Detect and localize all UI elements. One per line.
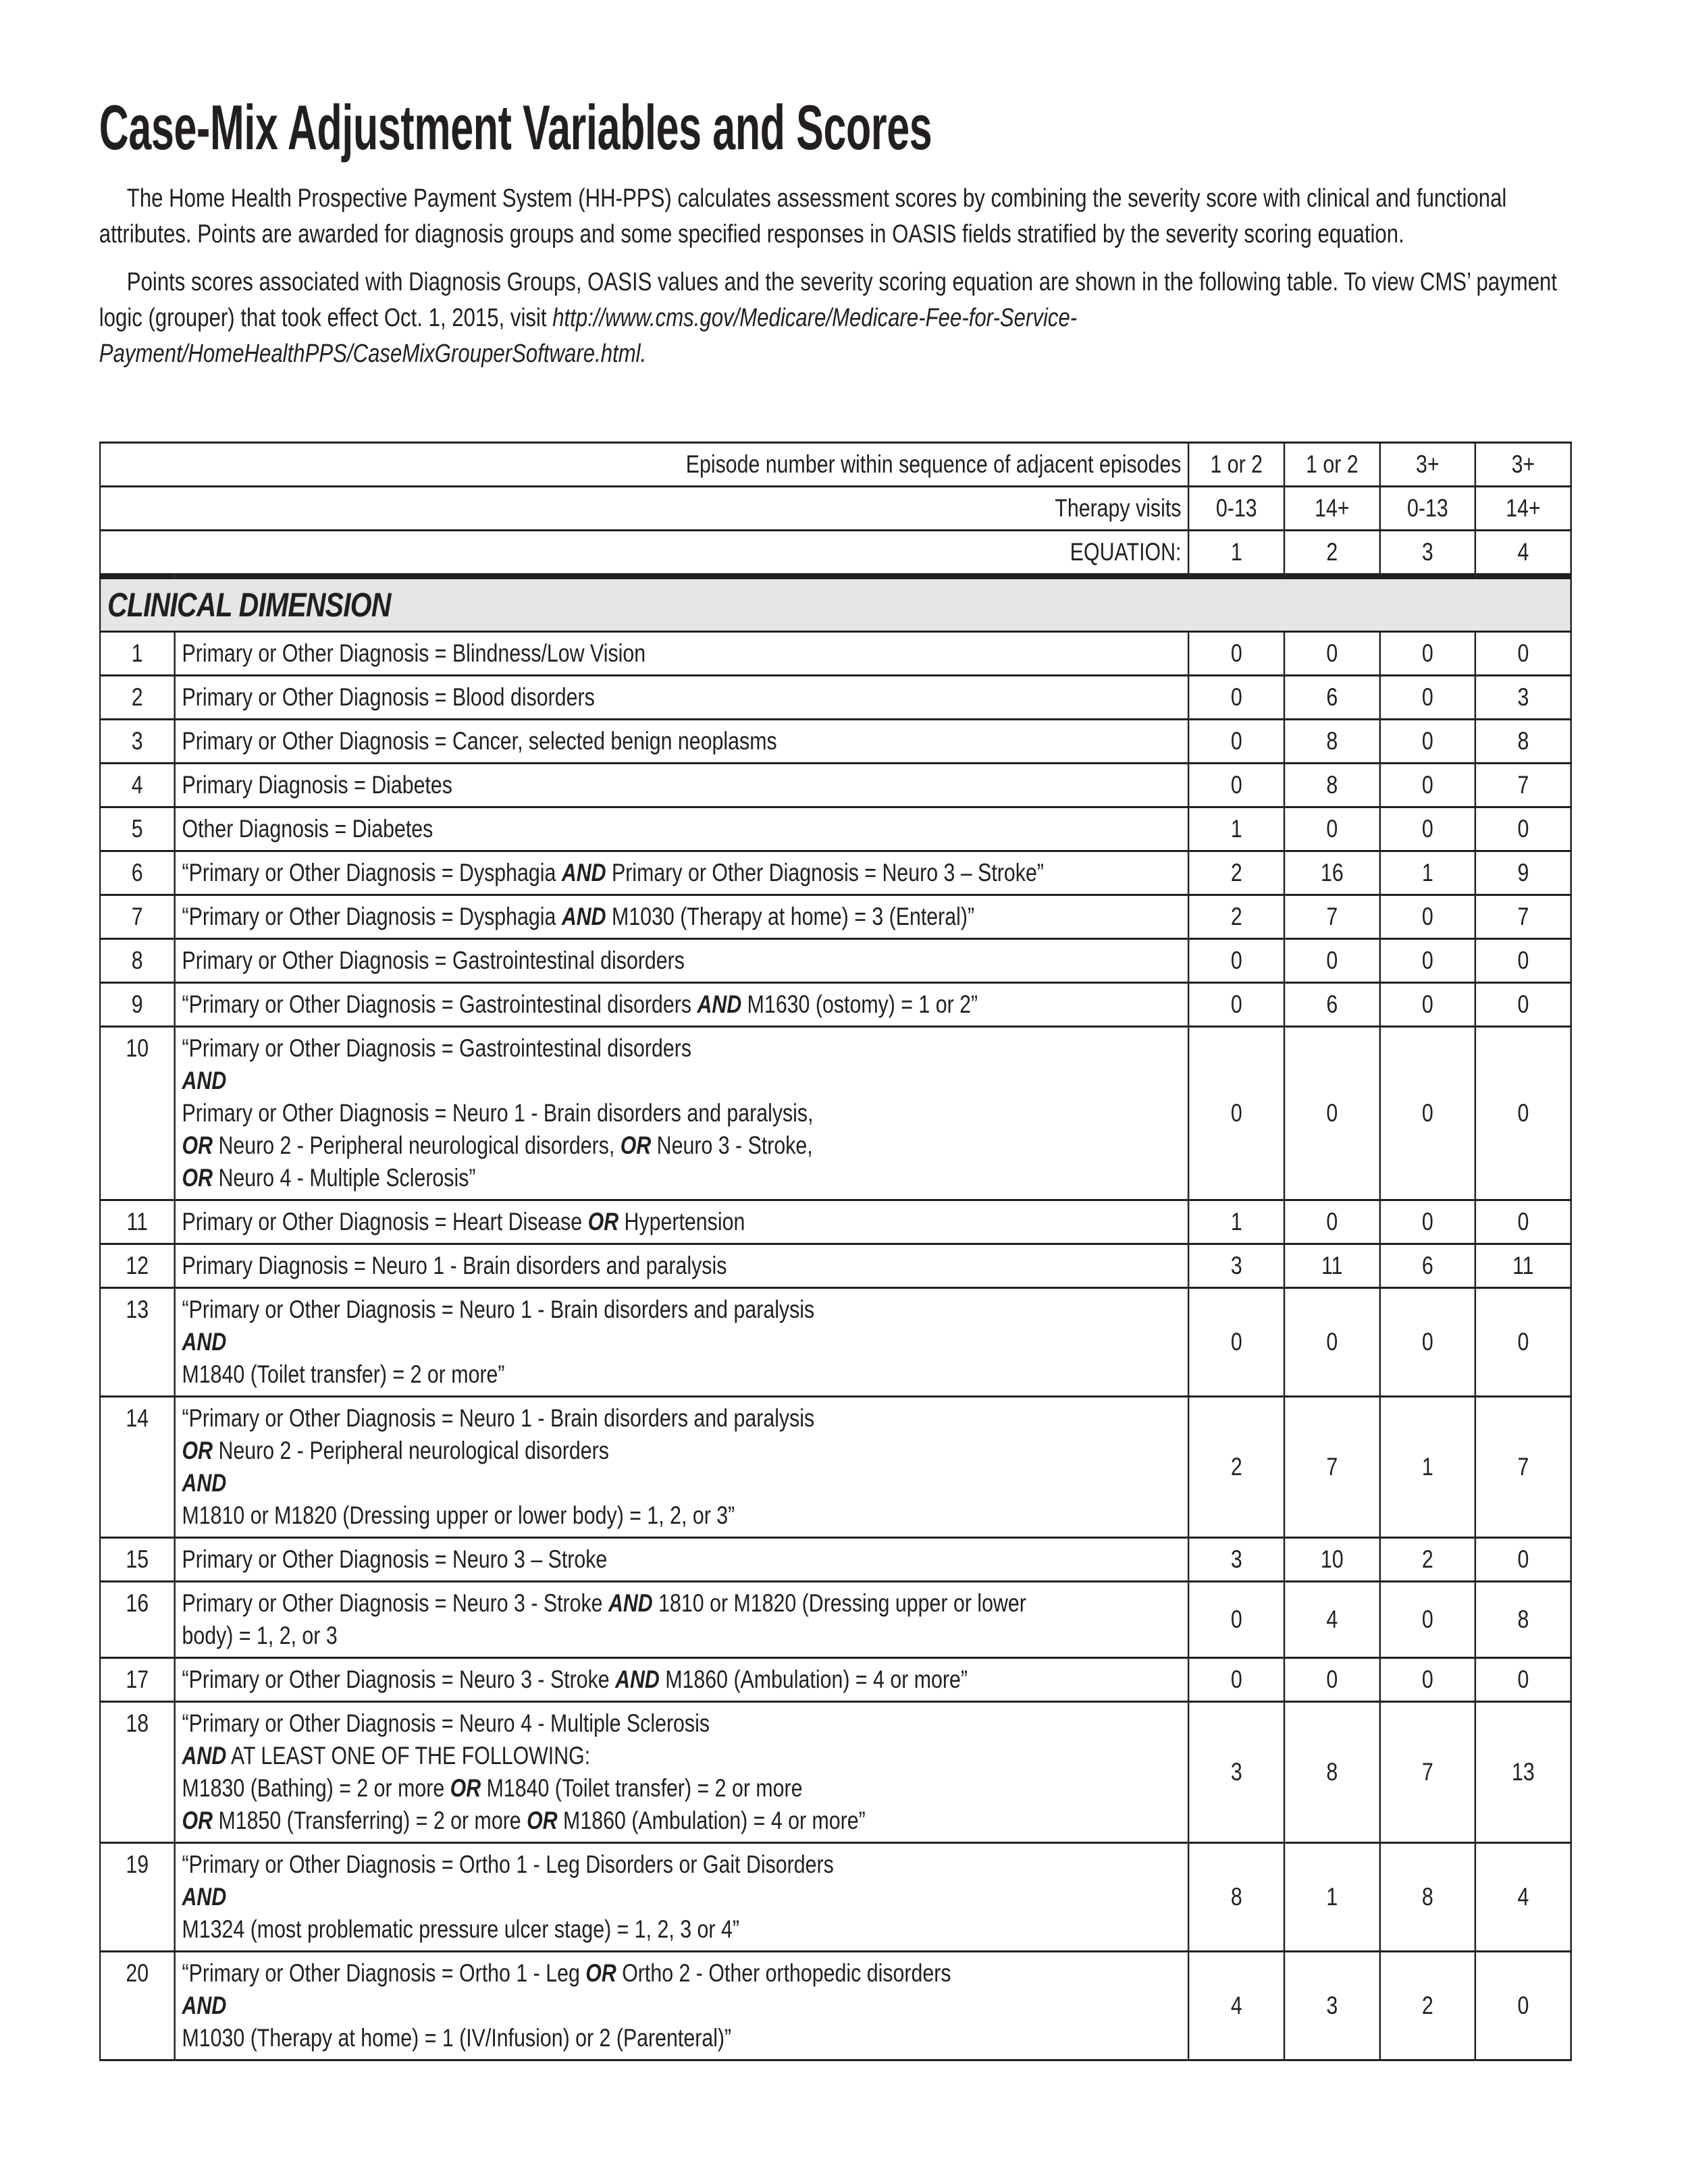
row-description	[174, 1200, 1188, 1244]
score-value: 0	[1475, 1200, 1571, 1244]
score-value: 0	[1380, 676, 1476, 720]
row-description	[174, 983, 1188, 1027]
table-row	[100, 1843, 1571, 1952]
row-number: 16	[100, 1582, 174, 1658]
description-text: Primary or Other Diagnosis = Neuro 1 - Brain disorders and paralysis,	[182, 1099, 814, 1127]
description-line	[182, 1772, 1181, 1805]
description-text: Primary or Other Diagnosis = Heart Disease	[182, 1208, 588, 1235]
description-line	[182, 1294, 1181, 1326]
description-line	[182, 1499, 1181, 1532]
description-line	[182, 1032, 1181, 1065]
score-value: 0	[1380, 1200, 1476, 1244]
logic-operator: OR	[620, 1131, 652, 1159]
row-description	[174, 1288, 1188, 1397]
row-number: 11	[100, 1200, 174, 1244]
description-text: Other Diagnosis = Diabetes	[182, 815, 433, 843]
header-row	[100, 443, 1571, 487]
score-value: 1	[1284, 1843, 1380, 1952]
row-description	[174, 851, 1188, 895]
header-label: Episode number within sequence of adjacent episodes	[100, 443, 1189, 487]
score-value: 7	[1284, 895, 1380, 939]
row-description	[174, 1702, 1188, 1843]
score-value: 11	[1284, 1244, 1380, 1288]
description-line	[182, 1587, 1181, 1620]
table-row	[100, 851, 1571, 895]
table-row	[100, 1538, 1571, 1582]
row-description	[174, 632, 1188, 676]
description-text: 1810 or M1820 (Dressing upper or lower	[652, 1589, 1026, 1617]
score-value: 0	[1380, 1027, 1476, 1200]
table-row	[100, 632, 1571, 676]
row-number: 1	[100, 632, 174, 676]
score-value: 0	[1380, 895, 1476, 939]
intro-paragraph-1: The Home Health Prospective Payment System (HH-PPS) calculates assessment scores by combining the severity score with clinical and functional attributes. Points are awarded for diagnosis groups and some specified responses in OASIS fields stratified by the severity scoring equation.	[99, 184, 1507, 248]
header-value: 1 or 2	[1284, 443, 1380, 487]
score-value: 7	[1475, 764, 1571, 807]
score-value: 0	[1189, 764, 1285, 807]
row-number: 7	[100, 895, 174, 939]
description-text: Primary or Other Diagnosis = Blindness/Low Vision	[182, 639, 646, 667]
row-number: 3	[100, 720, 174, 764]
description-text: “Primary or Other Diagnosis = Ortho 1 - Leg	[182, 1959, 586, 1987]
score-value: 0	[1284, 939, 1380, 983]
score-value: 13	[1475, 1702, 1571, 1843]
description-line	[182, 2022, 1181, 2054]
row-number: 17	[100, 1658, 174, 1702]
description-text: Primary Diagnosis = Diabetes	[182, 771, 452, 799]
description-text: “Primary or Other Diagnosis = Dysphagia	[182, 903, 562, 930]
row-number: 19	[100, 1843, 174, 1952]
description-line	[182, 1881, 1181, 1913]
header-label: EQUATION:	[100, 531, 1189, 577]
score-value: 1	[1189, 807, 1285, 851]
row-description	[174, 1027, 1188, 1200]
description-text: M1840 (Toilet transfer) = 2 or more”	[182, 1360, 505, 1388]
row-description	[174, 1538, 1188, 1582]
description-text: “Primary or Other Diagnosis = Gastrointestinal disorders	[182, 990, 697, 1018]
score-value: 0	[1475, 632, 1571, 676]
score-value: 0	[1475, 807, 1571, 851]
score-value: 8	[1284, 1702, 1380, 1843]
row-description	[174, 1843, 1188, 1952]
logic-operator: OR	[182, 1437, 213, 1464]
score-value: 0	[1380, 1288, 1476, 1397]
logic-operator: AND	[182, 1883, 227, 1911]
description-text: AT LEAST ONE OF THE FOLLOWING:	[226, 1742, 591, 1769]
table-row	[100, 895, 1571, 939]
description-line	[182, 1206, 1181, 1238]
row-number: 12	[100, 1244, 174, 1288]
description-line	[182, 1435, 1181, 1467]
score-value: 0	[1189, 1658, 1285, 1702]
description-line	[182, 1663, 1181, 1696]
table-row	[100, 1200, 1571, 1244]
description-text: M1860 (Ambulation) = 4 or more”	[659, 1666, 968, 1693]
score-value: 3	[1189, 1538, 1285, 1582]
grouper-software-link[interactable]: http://www.cms.gov/Medicare/Medicare-Fee-for-Service-Payment/HomeHealthPPS/CaseMixGrouperSoftware.html.	[99, 304, 1078, 368]
score-value: 8	[1475, 1582, 1571, 1658]
score-value: 0	[1189, 632, 1285, 676]
row-number: 15	[100, 1538, 174, 1582]
description-line	[182, 1848, 1181, 1881]
score-value: 6	[1284, 983, 1380, 1027]
table-row	[100, 1397, 1571, 1538]
table-row	[100, 720, 1571, 764]
description-line	[182, 1097, 1181, 1129]
table-row	[100, 1244, 1571, 1288]
description-line	[182, 1326, 1181, 1358]
logic-operator: AND	[561, 903, 606, 930]
score-value: 0	[1475, 1288, 1571, 1397]
table-row	[100, 676, 1571, 720]
score-value: 0	[1284, 632, 1380, 676]
logic-operator: OR	[182, 1164, 213, 1192]
description-text: “Primary or Other Diagnosis = Neuro 1 - Brain disorders and paralysis	[182, 1404, 815, 1432]
description-line	[182, 1065, 1181, 1097]
score-value: 0	[1475, 1658, 1571, 1702]
logic-operator: AND	[182, 1992, 227, 2019]
description-text: Primary Diagnosis = Neuro 1 - Brain disorders and paralysis	[182, 1252, 727, 1279]
row-description	[174, 764, 1188, 807]
score-value: 10	[1284, 1538, 1380, 1582]
score-value: 8	[1284, 764, 1380, 807]
description-text: Ortho 2 - Other orthopedic disorders	[616, 1959, 951, 1987]
row-number: 4	[100, 764, 174, 807]
score-value: 3	[1189, 1702, 1285, 1843]
header-value: 3	[1380, 531, 1476, 577]
logic-operator: OR	[182, 1131, 213, 1159]
header-value: 3+	[1475, 443, 1571, 487]
description-line	[182, 1740, 1181, 1772]
score-value: 4	[1475, 1843, 1571, 1952]
score-value: 2	[1380, 1952, 1476, 2060]
score-value: 6	[1380, 1244, 1476, 1288]
description-text: Primary or Other Diagnosis = Neuro 3 – Stroke	[182, 1545, 608, 1573]
score-value: 0	[1284, 1288, 1380, 1397]
description-text: M1810 or M1820 (Dressing upper or lower body) = 1, 2, or 3”	[182, 1501, 735, 1529]
row-description	[174, 720, 1188, 764]
score-value: 0	[1189, 983, 1285, 1027]
description-line	[182, 1467, 1181, 1499]
score-value: 2	[1189, 851, 1285, 895]
score-value: 8	[1380, 1843, 1476, 1952]
score-value: 0	[1475, 1538, 1571, 1582]
description-line	[182, 637, 1181, 670]
table-row	[100, 807, 1571, 851]
description-line	[182, 725, 1181, 757]
score-value: 0	[1189, 1582, 1285, 1658]
description-line	[182, 901, 1181, 933]
header-value: 2	[1284, 531, 1380, 577]
header-value: 3+	[1380, 443, 1476, 487]
section-heading: CLINICAL DIMENSION	[100, 577, 1571, 632]
description-text: “Primary or Other Diagnosis = Neuro 1 - Brain disorders and paralysis	[182, 1296, 815, 1323]
description-text: “Primary or Other Diagnosis = Gastrointestinal disorders	[182, 1034, 692, 1062]
logic-operator: AND	[182, 1328, 227, 1356]
row-number: 6	[100, 851, 174, 895]
logic-operator: AND	[697, 990, 742, 1018]
logic-operator: AND	[615, 1666, 660, 1693]
table-row	[100, 1027, 1571, 1200]
description-text: “Primary or Other Diagnosis = Neuro 4 - Multiple Sclerosis	[182, 1709, 710, 1737]
score-value: 0	[1189, 676, 1285, 720]
header-label: Therapy visits	[100, 487, 1189, 531]
score-value: 0	[1475, 939, 1571, 983]
row-description	[174, 1397, 1188, 1538]
description-text: M1030 (Therapy at home) = 1 (IV/Infusion) or 2 (Parenteral)”	[182, 2024, 732, 2052]
description-line	[182, 1543, 1181, 1576]
score-value: 3	[1284, 1952, 1380, 2060]
page-title: Case-Mix Adjustment Variables and Scores	[99, 92, 932, 163]
description-text: Primary or Other Diagnosis = Blood disorders	[182, 683, 595, 711]
score-value: 0	[1475, 1027, 1571, 1200]
header-row	[100, 531, 1571, 577]
description-line	[182, 1707, 1181, 1740]
row-description	[174, 807, 1188, 851]
description-text: Neuro 2 - Peripheral neurological disorders,	[213, 1131, 621, 1159]
score-value: 7	[1475, 1397, 1571, 1538]
score-value: 7	[1475, 895, 1571, 939]
row-description	[174, 939, 1188, 983]
score-value: 0	[1380, 983, 1476, 1027]
score-value: 9	[1475, 851, 1571, 895]
description-line	[182, 1358, 1181, 1391]
row-number: 9	[100, 983, 174, 1027]
score-value: 0	[1284, 1027, 1380, 1200]
description-line	[182, 1957, 1181, 1990]
table-row	[100, 1658, 1571, 1702]
score-value: 7	[1284, 1397, 1380, 1538]
score-value: 6	[1284, 676, 1380, 720]
row-description	[174, 1952, 1188, 2060]
row-description	[174, 1244, 1188, 1288]
table-row	[100, 764, 1571, 807]
header-value: 1	[1189, 531, 1285, 577]
description-line	[182, 681, 1181, 714]
logic-operator: AND	[182, 1742, 227, 1769]
intro-paragraph-2-text: Points scores associated with Diagnosis Groups, OASIS values and the severity scoring equation are shown in the following table. To view CMS’ payment logic (grouper) that took effect Oct. 1, 2015, visit	[99, 268, 1558, 332]
logic-operator: AND	[182, 1469, 227, 1497]
score-value: 1	[1380, 851, 1476, 895]
description-text: Neuro 4 - Multiple Sclerosis”	[213, 1164, 476, 1192]
score-value: 8	[1189, 1843, 1285, 1952]
description-text: M1630 (ostomy) = 1 or 2”	[741, 990, 978, 1018]
description-text: body) = 1, 2, or 3	[182, 1622, 338, 1649]
logic-operator: OR	[527, 1807, 558, 1834]
row-number: 5	[100, 807, 174, 851]
table-row	[100, 1288, 1571, 1397]
description-text: “Primary or Other Diagnosis = Dysphagia	[182, 859, 562, 886]
table-row	[100, 983, 1571, 1027]
score-value: 8	[1284, 720, 1380, 764]
score-value: 0	[1380, 939, 1476, 983]
case-mix-table	[99, 442, 1572, 2061]
row-number: 2	[100, 676, 174, 720]
score-value: 0	[1475, 983, 1571, 1027]
score-value: 0	[1380, 764, 1476, 807]
header-value: 4	[1475, 531, 1571, 577]
score-value: 1	[1380, 1397, 1476, 1538]
description-text: M1830 (Bathing) = 2 or more	[182, 1774, 450, 1802]
description-line	[182, 1129, 1181, 1162]
table-row	[100, 939, 1571, 983]
header-value: 14+	[1475, 487, 1571, 531]
row-description	[174, 676, 1188, 720]
row-number: 14	[100, 1397, 174, 1538]
description-line	[182, 1162, 1181, 1194]
description-text: Neuro 2 - Peripheral neurological disorders	[213, 1437, 609, 1464]
row-description	[174, 895, 1188, 939]
score-value: 0	[1189, 720, 1285, 764]
logic-operator: OR	[585, 1959, 616, 1987]
score-value: 0	[1284, 1200, 1380, 1244]
logic-operator: AND	[561, 859, 606, 886]
score-value: 0	[1284, 807, 1380, 851]
description-text: M1324 (most problematic pressure ulcer stage) = 1, 2, 3 or 4”	[182, 1915, 739, 1943]
table-row	[100, 1702, 1571, 1843]
row-number: 18	[100, 1702, 174, 1843]
description-text: Neuro 3 - Stroke,	[651, 1131, 813, 1159]
description-text: Primary or Other Diagnosis = Gastrointestinal disorders	[182, 947, 685, 974]
description-line	[182, 857, 1181, 889]
score-value: 0	[1380, 807, 1476, 851]
score-value: 0	[1284, 1658, 1380, 1702]
score-value: 0	[1189, 1288, 1285, 1397]
logic-operator: AND	[182, 1067, 227, 1094]
row-description	[174, 1658, 1188, 1702]
description-line	[182, 1805, 1181, 1837]
description-line	[182, 988, 1181, 1021]
score-value: 11	[1475, 1244, 1571, 1288]
description-line	[182, 1250, 1181, 1282]
description-text: Primary or Other Diagnosis = Neuro 3 - Stroke	[182, 1589, 608, 1617]
score-value: 7	[1380, 1702, 1476, 1843]
description-line	[182, 944, 1181, 977]
description-text: Hypertension	[618, 1208, 745, 1235]
description-line	[182, 1402, 1181, 1435]
description-line	[182, 1990, 1181, 2022]
logic-operator: AND	[608, 1589, 653, 1617]
score-value: 1	[1189, 1200, 1285, 1244]
description-text: M1030 (Therapy at home) = 3 (Enteral)”	[606, 903, 975, 930]
score-value: 2	[1189, 1397, 1285, 1538]
description-text: “Primary or Other Diagnosis = Ortho 1 - Leg Disorders or Gait Disorders	[182, 1850, 834, 1878]
intro-text	[99, 181, 1575, 384]
description-text: M1840 (Toilet transfer) = 2 or more	[481, 1774, 803, 1802]
description-line	[182, 769, 1181, 801]
intro-paragraph-2	[99, 265, 1575, 372]
header-row	[100, 487, 1571, 531]
logic-operator: OR	[587, 1208, 619, 1235]
section-row	[100, 577, 1571, 632]
row-description	[174, 1582, 1188, 1658]
row-number: 10	[100, 1027, 174, 1200]
header-value: 0-13	[1189, 487, 1285, 531]
header-value: 1 or 2	[1189, 443, 1285, 487]
row-number: 8	[100, 939, 174, 983]
table-row	[100, 1582, 1571, 1658]
row-number: 13	[100, 1288, 174, 1397]
table-row	[100, 1952, 1571, 2060]
score-value: 3	[1189, 1244, 1285, 1288]
score-value: 3	[1475, 676, 1571, 720]
description-line	[182, 1913, 1181, 1946]
score-value: 0	[1189, 1027, 1285, 1200]
score-value: 4	[1284, 1582, 1380, 1658]
description-text: “Primary or Other Diagnosis = Neuro 3 - Stroke	[182, 1666, 616, 1693]
score-value: 2	[1380, 1538, 1476, 1582]
description-text: Primary or Other Diagnosis = Cancer, selected benign neoplasms	[182, 727, 777, 755]
description-line	[182, 813, 1181, 845]
description-line	[182, 1620, 1181, 1652]
logic-operator: OR	[450, 1774, 481, 1802]
score-value: 8	[1475, 720, 1571, 764]
score-value: 0	[1475, 1952, 1571, 2060]
score-value: 0	[1380, 720, 1476, 764]
description-text: Primary or Other Diagnosis = Neuro 3 – Stroke”	[606, 859, 1044, 886]
description-text: M1860 (Ambulation) = 4 or more”	[557, 1807, 866, 1834]
header-value: 0-13	[1380, 487, 1476, 531]
score-value: 0	[1189, 939, 1285, 983]
score-value: 0	[1380, 632, 1476, 676]
score-value: 16	[1284, 851, 1380, 895]
score-value: 2	[1189, 895, 1285, 939]
row-number: 20	[100, 1952, 174, 2060]
logic-operator: OR	[182, 1807, 213, 1834]
score-value: 4	[1189, 1952, 1285, 2060]
score-value: 0	[1380, 1658, 1476, 1702]
description-text: M1850 (Transferring) = 2 or more	[213, 1807, 527, 1834]
score-value: 0	[1380, 1582, 1476, 1658]
header-value: 14+	[1284, 487, 1380, 531]
